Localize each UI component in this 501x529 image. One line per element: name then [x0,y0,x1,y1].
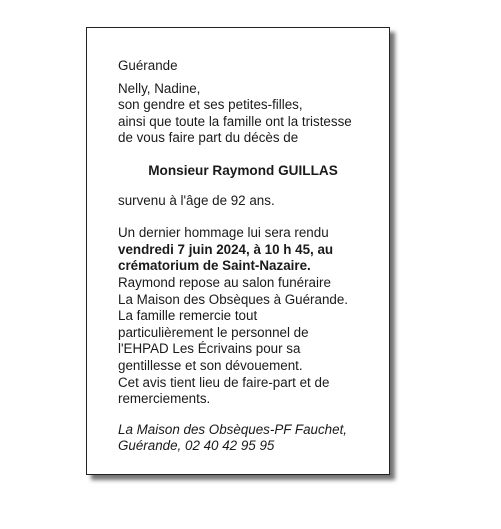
signature [118,422,378,455]
signature-line: Guérande, 02 40 42 95 95 [118,438,275,454]
body-line: l'EHPAD Les Écrivains pour sa [118,341,301,357]
body-line: Raymond repose au salon funéraire [118,274,331,290]
ceremony-paragraph [118,225,378,408]
body-line: particulièrement le personnel de [118,324,309,340]
intro-line: son gendre et ses petites-filles, [118,97,303,113]
intro-line: de vous faire part du décès de [118,130,299,146]
ceremony-details: vendredi 7 juin 2024, à 10 h 45, au [118,241,334,257]
obituary-notice [86,27,390,475]
intro-paragraph [118,81,378,147]
town-heading: Guérande [118,58,178,73]
body-line: gentillesse et son dévouement. [118,357,303,373]
intro-line: Nelly, Nadine, [118,80,201,96]
ceremony-details: crématorium de Saint-Nazaire. [118,258,311,274]
body-line: La famille remercie tout [118,308,258,324]
body-line: Cet avis tient lieu de faire-part et de [118,374,330,390]
notice-content [118,58,378,455]
ceremony-intro: Un dernier hommage lui sera rendu [118,225,329,241]
body-line: remerciements. [118,391,211,407]
deceased-name: Monsieur Raymond GUILLAS [148,162,338,178]
signature-line: La Maison des Obsèques-PF Fauchet, [118,421,348,437]
intro-line: ainsi que toute la famille ont la tristesse [118,113,352,129]
age-line: survenu à l'âge de 92 ans. [118,192,275,208]
body-line: La Maison des Obsèques à Guérande. [118,291,349,307]
